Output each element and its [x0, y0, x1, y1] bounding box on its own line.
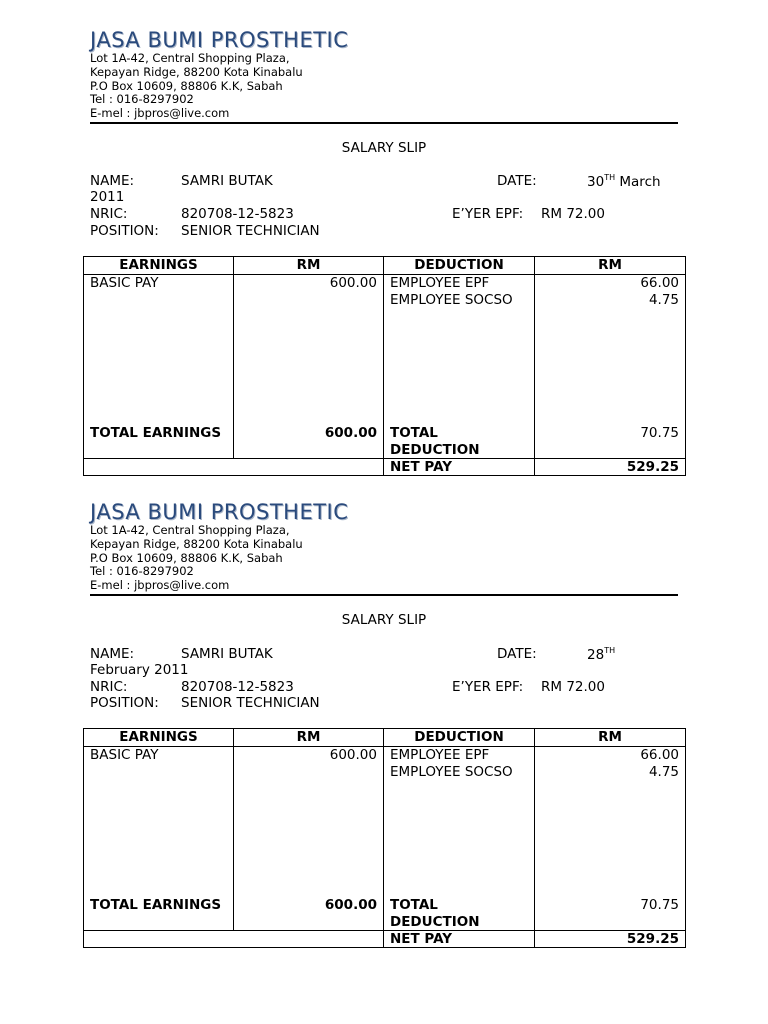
company-email: E-mel : jbpros@live.com	[90, 578, 230, 593]
header-deduction: DEDUCTION	[384, 257, 535, 275]
nric-label: NRIC:	[90, 206, 128, 222]
date-day: 28	[587, 647, 605, 663]
address-line: Kepayan Ridge, 88200 Kota Kinabalu	[90, 64, 303, 79]
pay-table-net	[84, 459, 686, 476]
employee-name: SAMRI BUTAK	[181, 173, 273, 189]
header-deduction: DEDUCTION	[384, 729, 535, 747]
eyer-epf-label: E’YER EPF:	[452, 679, 524, 695]
net-pay-value: 529.25	[535, 459, 686, 476]
net-pay-label: NET PAY	[384, 459, 535, 476]
total-earnings-label: TOTAL EARNINGS	[84, 425, 234, 459]
net-pay-value: 529.25	[535, 931, 686, 948]
deduction-item-label: EMPLOYEE EPF	[390, 275, 490, 291]
earning-item-label: BASIC PAY	[84, 275, 234, 426]
company-phone: Tel : 016-8297902	[90, 564, 194, 579]
net-pay-label: NET PAY	[384, 931, 535, 948]
total-earnings-value: 600.00	[234, 425, 384, 459]
header-divider	[90, 122, 678, 124]
address-line: Kepayan Ridge, 88200 Kota Kinabalu	[90, 536, 303, 551]
date-suffix: TH	[604, 646, 616, 655]
employee-name: SAMRI BUTAK	[181, 646, 273, 662]
total-earnings-value: 600.00	[234, 897, 384, 931]
eyer-epf-value: RM 72.00	[541, 679, 605, 695]
deduction-item-amount: 4.75	[648, 764, 679, 780]
company-logo: JASA BUMI PROSTHETIC	[90, 500, 349, 524]
slip-title: SALARY SLIP	[341, 140, 427, 156]
header-rm: RM	[535, 729, 686, 747]
total-deduction-value: 70.75	[535, 425, 686, 459]
date-month: March	[619, 174, 661, 190]
earning-item-amount: 600.00	[234, 275, 384, 426]
deduction-item-amount: 4.75	[648, 292, 679, 308]
nric-value: 820708-12-5823	[181, 679, 294, 695]
date-label: DATE:	[497, 173, 537, 189]
pay-table-items	[84, 747, 686, 898]
date-suffix: TH	[604, 173, 616, 182]
date-month-year: February 2011	[90, 662, 189, 678]
date-value	[587, 173, 661, 190]
date-label: DATE:	[497, 646, 537, 662]
pay-table-items	[84, 275, 686, 426]
name-label: NAME:	[90, 173, 135, 189]
pay-table	[83, 256, 686, 476]
address-line: Lot 1A-42, Central Shopping Plaza,	[90, 523, 290, 537]
pay-table-totals	[84, 897, 686, 931]
deduction-items	[384, 747, 535, 898]
header-earnings: EARNINGS	[84, 729, 234, 747]
total-deduction-label: TOTAL DEDUCTION	[384, 897, 535, 931]
position-label: POSITION:	[90, 695, 159, 711]
header-rm: RM	[234, 257, 384, 275]
deduction-item-amount: 66.00	[640, 747, 679, 763]
deduction-item-label: EMPLOYEE EPF	[390, 747, 490, 763]
net-pay-spacer	[84, 459, 384, 476]
position-value: SENIOR TECHNICIAN	[181, 223, 320, 239]
net-pay-spacer	[84, 931, 384, 948]
header-divider	[90, 594, 678, 596]
eyer-epf-value: RM 72.00	[541, 206, 605, 222]
deduction-amounts	[535, 747, 686, 898]
company-address	[90, 52, 303, 121]
header-rm: RM	[234, 729, 384, 747]
company-phone: Tel : 016-8297902	[90, 92, 194, 107]
slip-title: SALARY SLIP	[341, 612, 427, 628]
address-line: Lot 1A-42, Central Shopping Plaza,	[90, 51, 290, 65]
pay-table-net	[84, 931, 686, 948]
deduction-item-label: EMPLOYEE SOCSO	[390, 764, 513, 780]
header-earnings: EARNINGS	[84, 257, 234, 275]
nric-label: NRIC:	[90, 679, 128, 695]
pay-table-header	[84, 257, 686, 275]
pay-table	[83, 728, 686, 948]
total-deduction-label: TOTAL DEDUCTION	[384, 425, 535, 459]
pay-table-totals	[84, 425, 686, 459]
company-logo: JASA BUMI PROSTHETIC	[90, 28, 349, 52]
date-day: 30	[587, 174, 605, 190]
pay-table-header	[84, 729, 686, 747]
total-deduction-value: 70.75	[535, 897, 686, 931]
date-year: 2011	[90, 189, 125, 205]
date-value	[587, 646, 615, 663]
earning-item-label: BASIC PAY	[84, 747, 234, 898]
position-label: POSITION:	[90, 223, 159, 239]
address-line: P.O Box 10609, 88806 K.K, Sabah	[90, 78, 283, 93]
deduction-item-label: EMPLOYEE SOCSO	[390, 292, 513, 308]
eyer-epf-label: E’YER EPF:	[452, 206, 524, 222]
deduction-amounts	[535, 275, 686, 426]
deduction-items	[384, 275, 535, 426]
total-earnings-label: TOTAL EARNINGS	[84, 897, 234, 931]
nric-value: 820708-12-5823	[181, 206, 294, 222]
position-value: SENIOR TECHNICIAN	[181, 695, 320, 711]
company-address	[90, 524, 303, 593]
name-label: NAME:	[90, 646, 135, 662]
address-line: P.O Box 10609, 88806 K.K, Sabah	[90, 550, 283, 565]
header-rm: RM	[535, 257, 686, 275]
deduction-item-amount: 66.00	[640, 275, 679, 291]
earning-item-amount: 600.00	[234, 747, 384, 898]
company-email: E-mel : jbpros@live.com	[90, 106, 230, 121]
